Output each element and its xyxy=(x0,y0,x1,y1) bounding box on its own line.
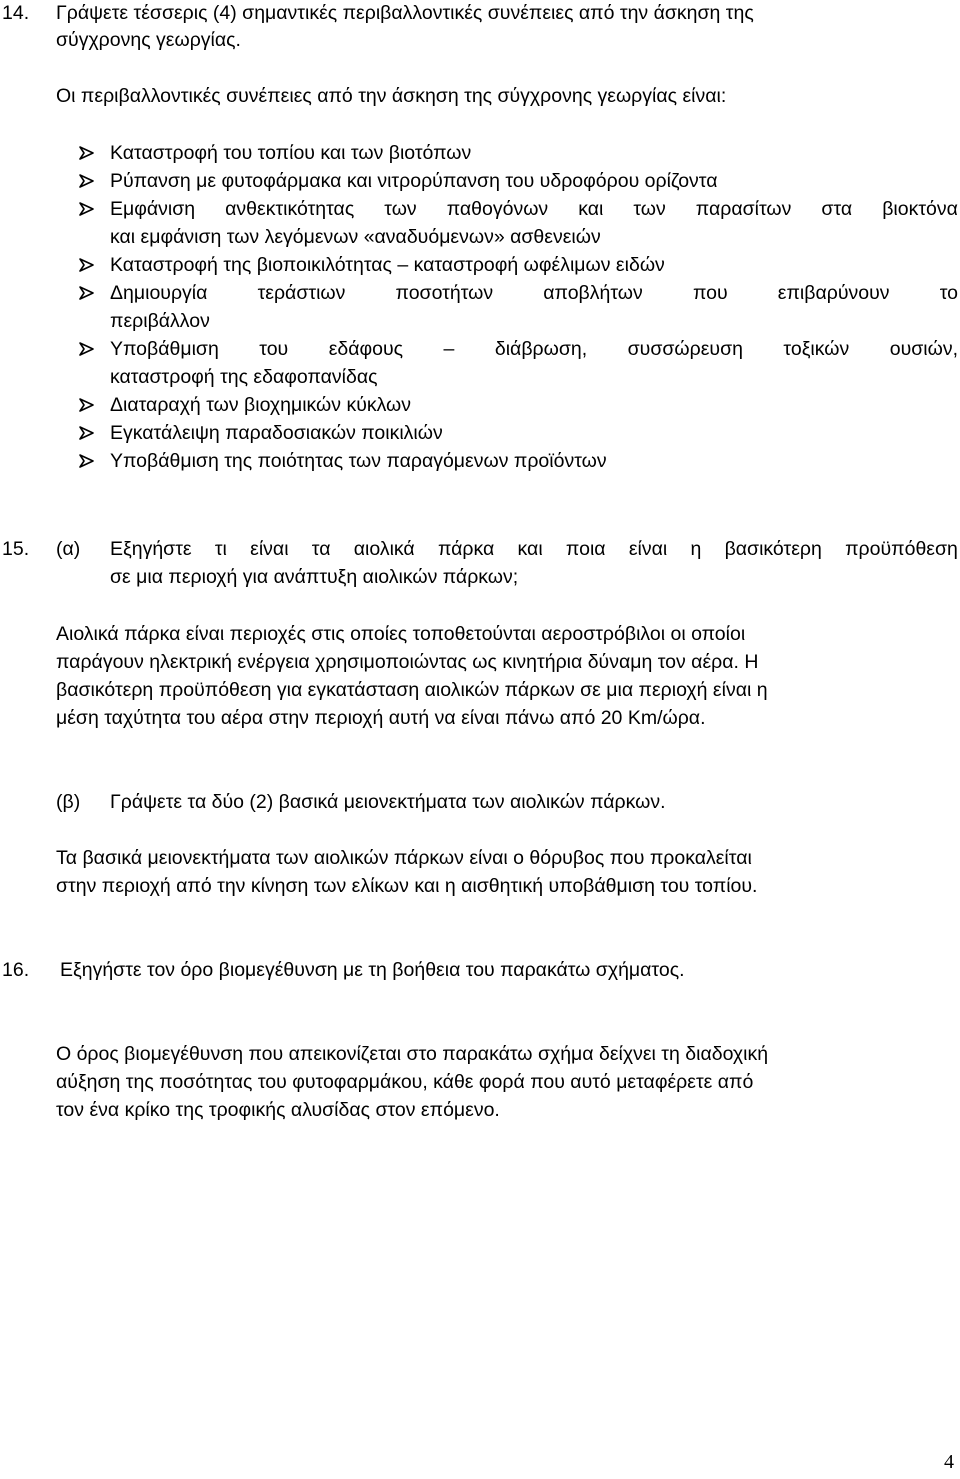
arrow-bullet-icon xyxy=(78,196,96,222)
q15-part-b-label: (β) xyxy=(56,791,81,813)
arrow-bullet-icon xyxy=(78,420,96,446)
arrow-bullet-icon xyxy=(78,280,96,306)
q16-number: 16. xyxy=(2,959,30,981)
q15-part-a-line1: Εξηγήστε τι είναι τα αιολικά πάρκα και ποια είναι η βασικότερη προϋπόθεση xyxy=(110,538,958,560)
bullet-item-3-line-1: Εμφάνιση ανθεκτικότητας των παθογόνων και των παρασίτων στα βιοκτόνα xyxy=(110,198,958,220)
bullet-item-9-line-1: Υποβάθμιση της ποιότητας των παραγόμενων προϊόντων xyxy=(110,450,607,472)
q14-question-line2: σύγχρονης γεωργίας. xyxy=(56,29,241,51)
bullet-item-7-line-1: Διαταραχή των βιοχημικών κύκλων xyxy=(110,394,412,416)
q15-part-a-label: (α) xyxy=(56,538,81,560)
arrow-bullet-icon xyxy=(78,448,96,474)
q14-intro: Οι περιβαλλοντικές συνέπειες από την άσκηση της σύγχρονης γεωργίας είναι: xyxy=(56,85,727,107)
arrow-bullet-icon xyxy=(78,140,96,166)
bullet-item-2-line-1: Ρύπανση με φυτοφάρμακα και νιτρορύπανση του υδροφόρου ορίζοντα xyxy=(110,170,718,192)
bullet-item-5-line-2: περιβάλλον xyxy=(110,310,210,332)
q15-part-b: Γράψετε τα δύο (2) βασικά μειονεκτήματα των αιολικών πάρκων. xyxy=(110,791,666,813)
q15-answer-b-line2: στην περιοχή από την κίνηση των ελίκων και η αισθητική υποβάθμιση του τοπίου. xyxy=(56,875,758,897)
q14-question-line1: Γράψετε τέσσερις (4) σημαντικές περιβαλλοντικές συνέπειες από την άσκηση της xyxy=(56,2,754,24)
bullet-item-1-line-1: Καταστροφή του τοπίου και των βιοτόπων xyxy=(110,142,472,164)
q15-answer-b-line1: Τα βασικά μειονεκτήματα των αιολικών πάρκων είναι ο θόρυβος που προκαλείται xyxy=(56,847,752,869)
bullet-item-5-line-1: Δημιουργία τεράστιων ποσοτήτων αποβλήτων που επιβαρύνουν το xyxy=(110,282,958,304)
arrow-bullet-icon xyxy=(78,252,96,278)
bullet-item-3-line-2: και εμφάνιση των λεγόμενων «αναδυόμενων» ασθενειών xyxy=(110,226,601,248)
q16-answer-line2: αύξηση της ποσότητας του φυτοφαρμάκου, κάθε φορά που αυτό μεταφέρετε από xyxy=(56,1071,754,1093)
q15-answer-a-line3: βασικότερη προϋπόθεση για εγκατάσταση αιολικών πάρκων σε μια περιοχή είναι η xyxy=(56,679,768,701)
q15-answer-a-line4: μέση ταχύτητα του αέρα στην περιοχή αυτή να είναι πάνω από 20 Km/ώρα. xyxy=(56,707,706,729)
bullet-item-4-line-1: Καταστροφή της βιοποικιλότητας – καταστροφή ωφέλιμων ειδών xyxy=(110,254,665,276)
page-number: 4 xyxy=(944,1451,954,1473)
bullet-item-6-line-2: καταστροφή της εδαφοπανίδας xyxy=(110,366,378,388)
q15-answer-a-line1: Αιολικά πάρκα είναι περιοχές στις οποίες τοποθετούνται αεροστρόβιλοι οι οποίοι xyxy=(56,623,746,645)
q16-answer-line1: Ο όρος βιομεγέθυνση που απεικονίζεται στο παρακάτω σχήμα δείχνει τη διαδοχική xyxy=(56,1043,769,1065)
q15-answer-a-line2: παράγουν ηλεκτρική ενέργεια χρησιμοποιώντας ως κινητήρια δύναμη τον αέρα. Η xyxy=(56,651,759,673)
arrow-bullet-icon xyxy=(78,336,96,362)
q15-number: 15. xyxy=(2,538,30,560)
bullet-item-8-line-1: Εγκατάλειψη παραδοσιακών ποικιλιών xyxy=(110,422,443,444)
arrow-bullet-icon xyxy=(78,392,96,418)
arrow-bullet-icon xyxy=(78,168,96,194)
q14-number: 14. xyxy=(2,2,30,24)
bullet-item-6-line-1: Υποβάθμιση του εδάφους – διάβρωση, συσσώρευση τοξικών ουσιών, xyxy=(110,338,958,360)
q16-question: Εξηγήστε τον όρο βιομεγέθυνση με τη βοήθεια του παρακάτω σχήματος. xyxy=(60,959,685,981)
q15-part-a-line2: σε μια περιοχή για ανάπτυξη αιολικών πάρκων; xyxy=(110,566,519,588)
q16-answer-line3: τον ένα κρίκο της τροφικής αλυσίδας στον επόμενο. xyxy=(56,1099,500,1121)
